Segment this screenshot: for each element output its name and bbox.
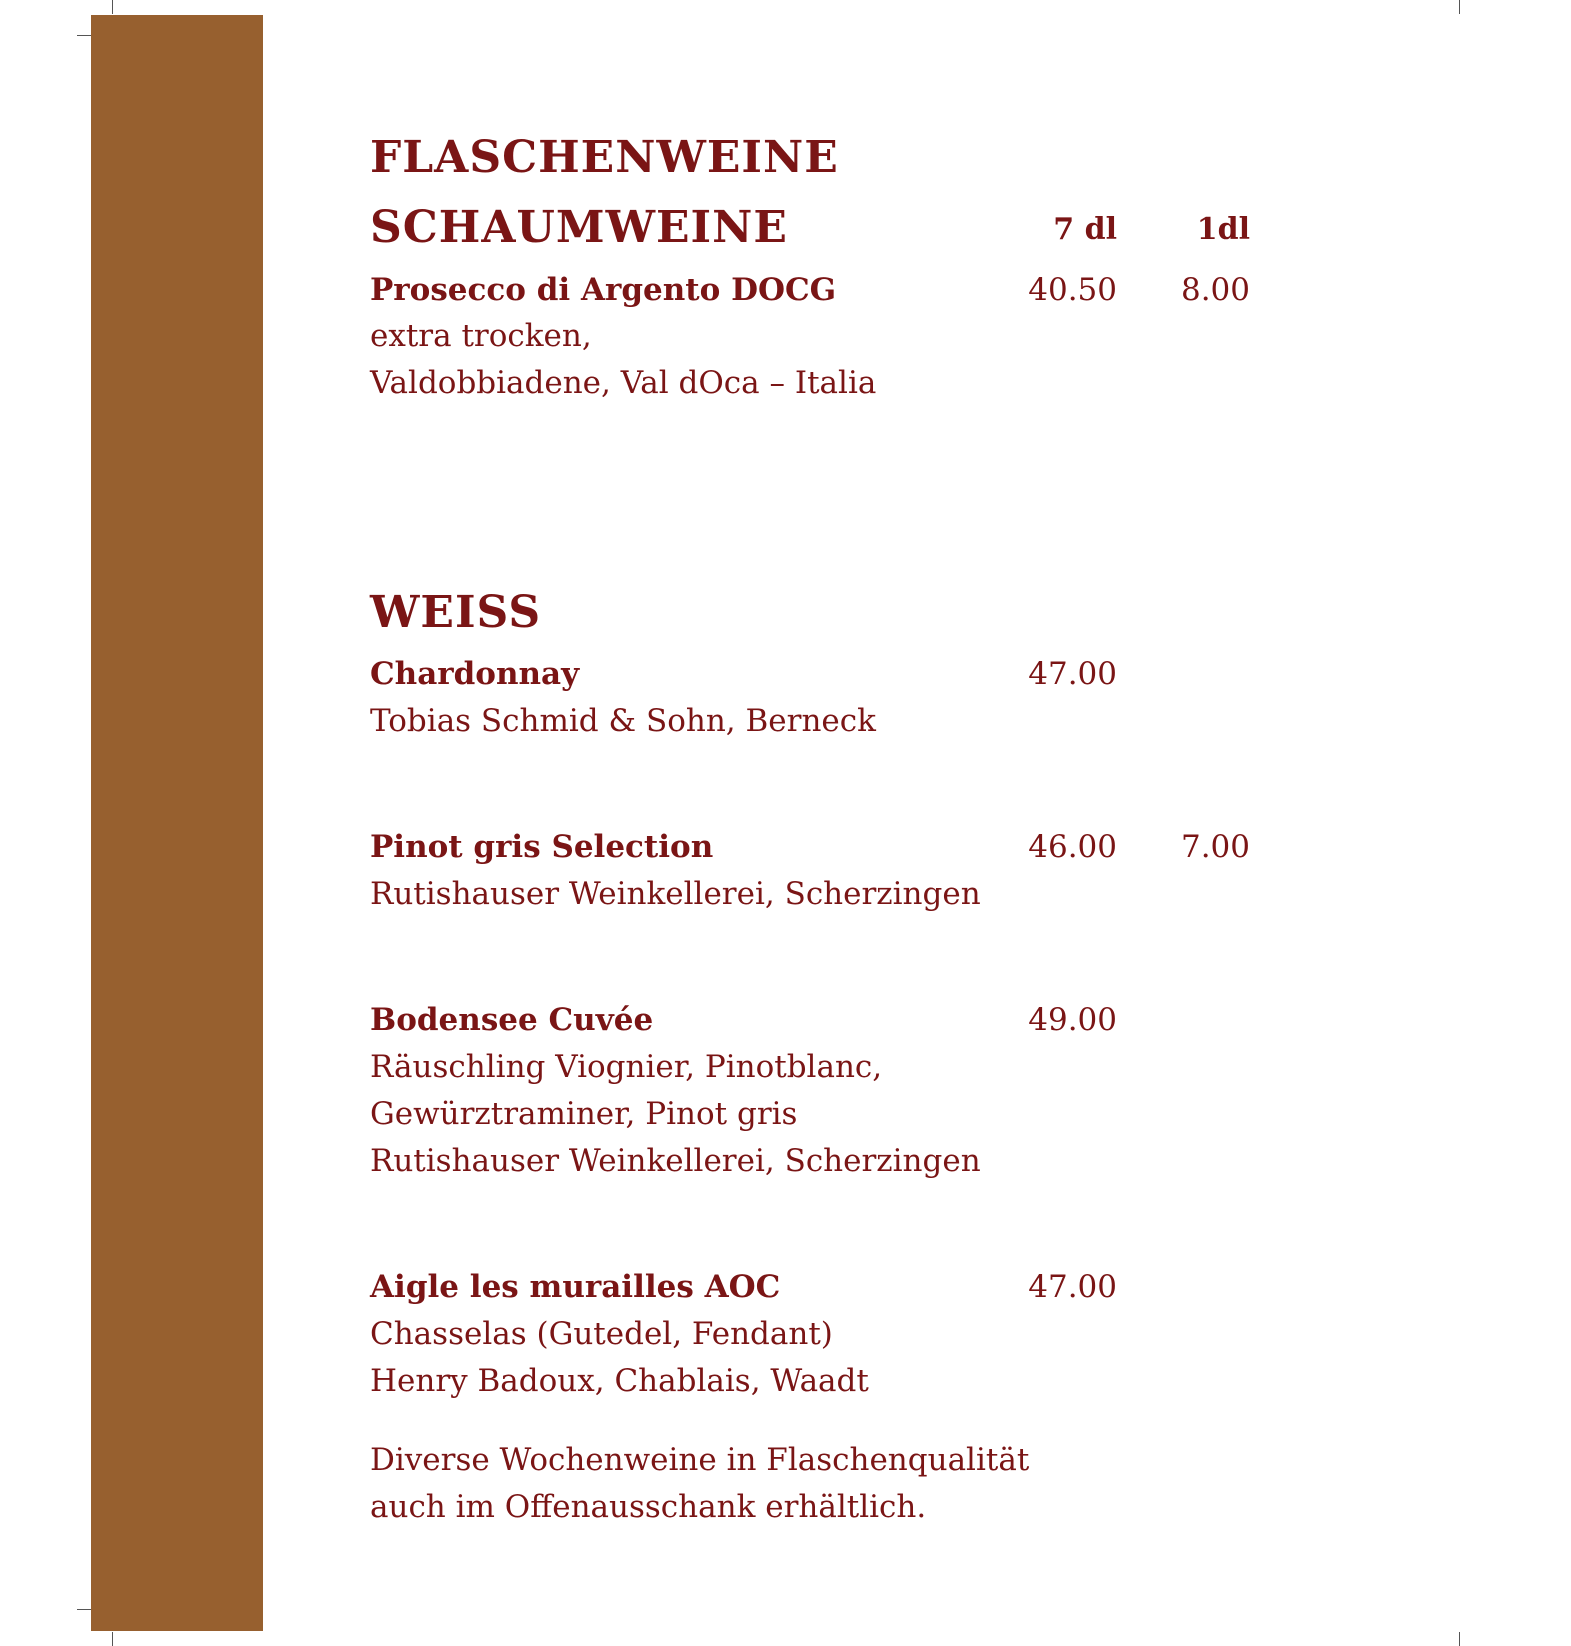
white-title: WEISS	[370, 587, 542, 638]
price-1dl-prosecco: 8.00	[1180, 272, 1250, 308]
wine-origin-line: Valdobbiadene, Val dOca – Italia	[370, 365, 877, 401]
price-7dl-prosecco: 40.50	[1028, 272, 1117, 308]
weekly-wines-note: Diverse Wochenweine in Flaschenqualität	[370, 1442, 1030, 1478]
sparkling-title: SCHAUMWEINE	[370, 202, 788, 253]
column-header-1dl: 1dl	[1196, 212, 1250, 247]
column-header-7dl: 7 dl	[1053, 212, 1117, 247]
price-7dl-bodensee-cuvee: 49.00	[1028, 1002, 1117, 1038]
wine-name-chardonnay: Chardonnay	[370, 656, 580, 692]
price-7dl-chardonnay: 47.00	[1028, 656, 1117, 692]
wine-name-prosecco: Prosecco di Argento DOCG	[370, 272, 837, 308]
wine-name-aigle: Aigle les murailles AOC	[370, 1269, 781, 1305]
price-7dl-pinot-gris: 46.00	[1028, 829, 1117, 865]
price-7dl-aigle: 47.00	[1028, 1269, 1117, 1305]
weekly-wines-note: auch im Offenausschank erhältlich.	[370, 1489, 927, 1525]
wine-name-bodensee-cuvee: Bodensee Cuvée	[370, 1002, 654, 1038]
price-1dl-pinot-gris: 7.00	[1180, 829, 1250, 865]
wine-origin-line: Tobias Schmid & Sohn, Berneck	[370, 703, 876, 739]
wine-grapes-line: Chasselas (Gutedel, Fendant)	[370, 1316, 833, 1352]
wine-description-line: extra trocken,	[370, 318, 592, 354]
wine-origin-line: Rutishauser Weinkellerei, Scherzingen	[370, 1143, 981, 1179]
wine-name-pinot-gris: Pinot gris Selection	[370, 829, 714, 865]
section-title: FLASCHENWEINE	[370, 132, 839, 183]
wine-grapes-line: Gewürztraminer, Pinot gris	[370, 1096, 798, 1132]
wine-origin-line: Henry Badoux, Chablais, Waadt	[370, 1363, 869, 1399]
wine-grapes-line: Räuschling Viognier, Pinotblanc,	[370, 1049, 883, 1085]
wine-origin-line: Rutishauser Weinkellerei, Scherzingen	[370, 876, 981, 912]
